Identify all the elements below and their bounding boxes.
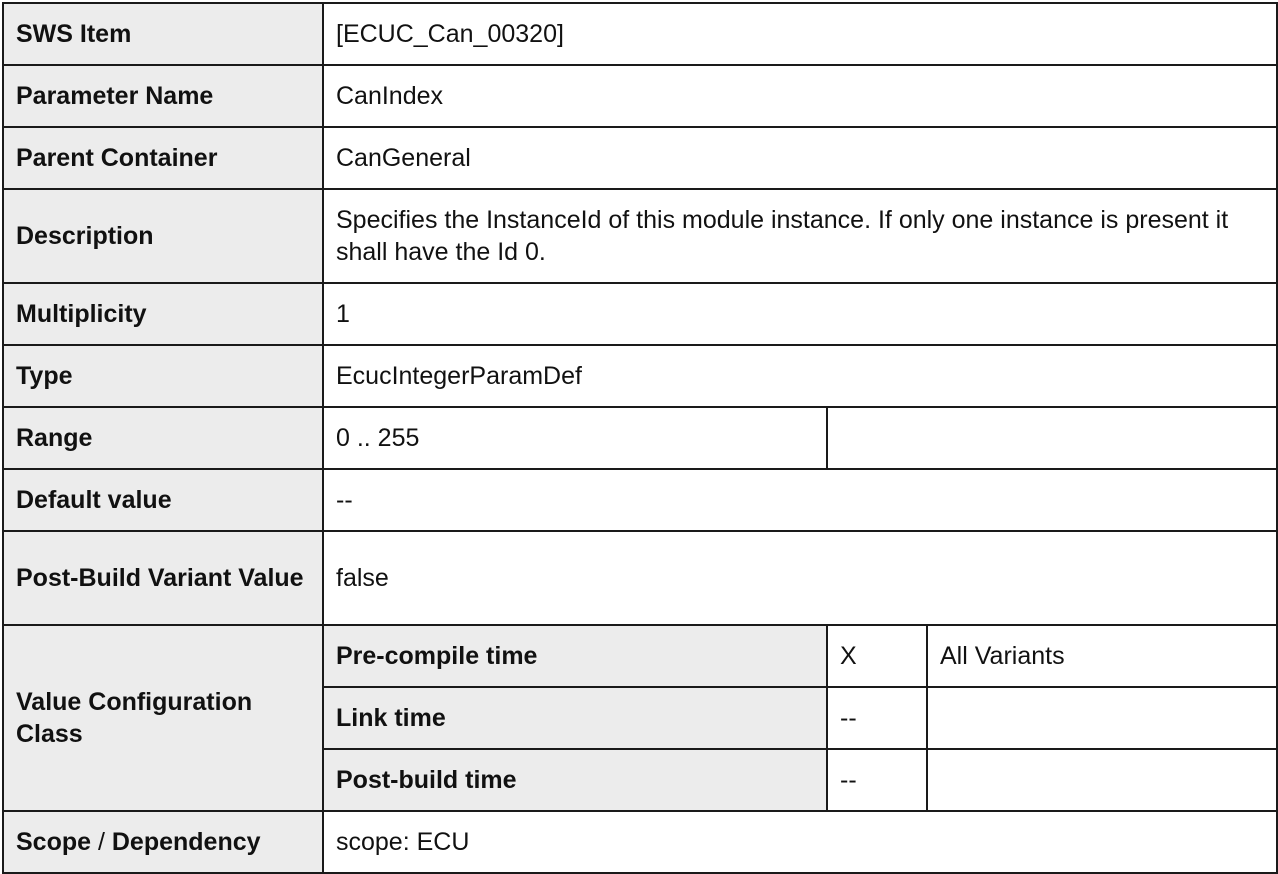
sws-item-label: SWS Item [3,3,323,65]
parent-container-label: Parent Container [3,127,323,189]
range-value: 0 .. 255 [323,407,827,469]
post-build-variant-value-label: Post-Build Variant Value [3,531,323,625]
type-label: Type [3,345,323,407]
multiplicity-value: 1 [323,283,1277,345]
config-variants-post-build [927,749,1277,811]
value-configuration-class-label: Value Configuration Class [3,625,323,811]
type-value: EcucIntegerParamDef [323,345,1277,407]
config-time-pre-compile: Pre-compile time [323,625,827,687]
config-mark-pre-compile: X [827,625,927,687]
row-multiplicity [3,283,1277,345]
scope-dependency-label [3,811,323,873]
row-sws-item [3,3,1277,65]
row-default-value [3,469,1277,531]
default-value-label: Default value [3,469,323,531]
description-value: Specifies the InstanceId of this module instance. If only one instance is present it shall have the Id 0. [323,189,1277,283]
row-post-build-variant-value [3,531,1277,625]
parameter-spec-table [2,2,1278,874]
config-time-post-build: Post-build time [323,749,827,811]
sws-item-value: [ECUC_Can_00320] [323,3,1277,65]
description-label: Description [3,189,323,283]
row-type [3,345,1277,407]
config-time-link: Link time [323,687,827,749]
scope-label: Scope [16,828,92,856]
post-build-variant-value-value: false [323,531,1277,625]
scope-dependency-value: scope: ECU [323,811,1277,873]
range-label: Range [3,407,323,469]
parameter-name-value: CanIndex [323,65,1277,127]
range-extra [827,407,1277,469]
scope-separator: / [91,828,112,856]
row-scope-dependency [3,811,1277,873]
parameter-name-label: Parameter Name [3,65,323,127]
default-value-value: -- [323,469,1277,531]
row-parent-container [3,127,1277,189]
config-variants-pre-compile: All Variants [927,625,1277,687]
row-value-configuration-class [3,625,1277,687]
row-parameter-name [3,65,1277,127]
multiplicity-label: Multiplicity [3,283,323,345]
config-mark-post-build: -- [827,749,927,811]
parent-container-value: CanGeneral [323,127,1277,189]
dependency-label: Dependency [111,828,261,856]
config-mark-link: -- [827,687,927,749]
row-description [3,189,1277,283]
row-range [3,407,1277,469]
config-variants-link [927,687,1277,749]
